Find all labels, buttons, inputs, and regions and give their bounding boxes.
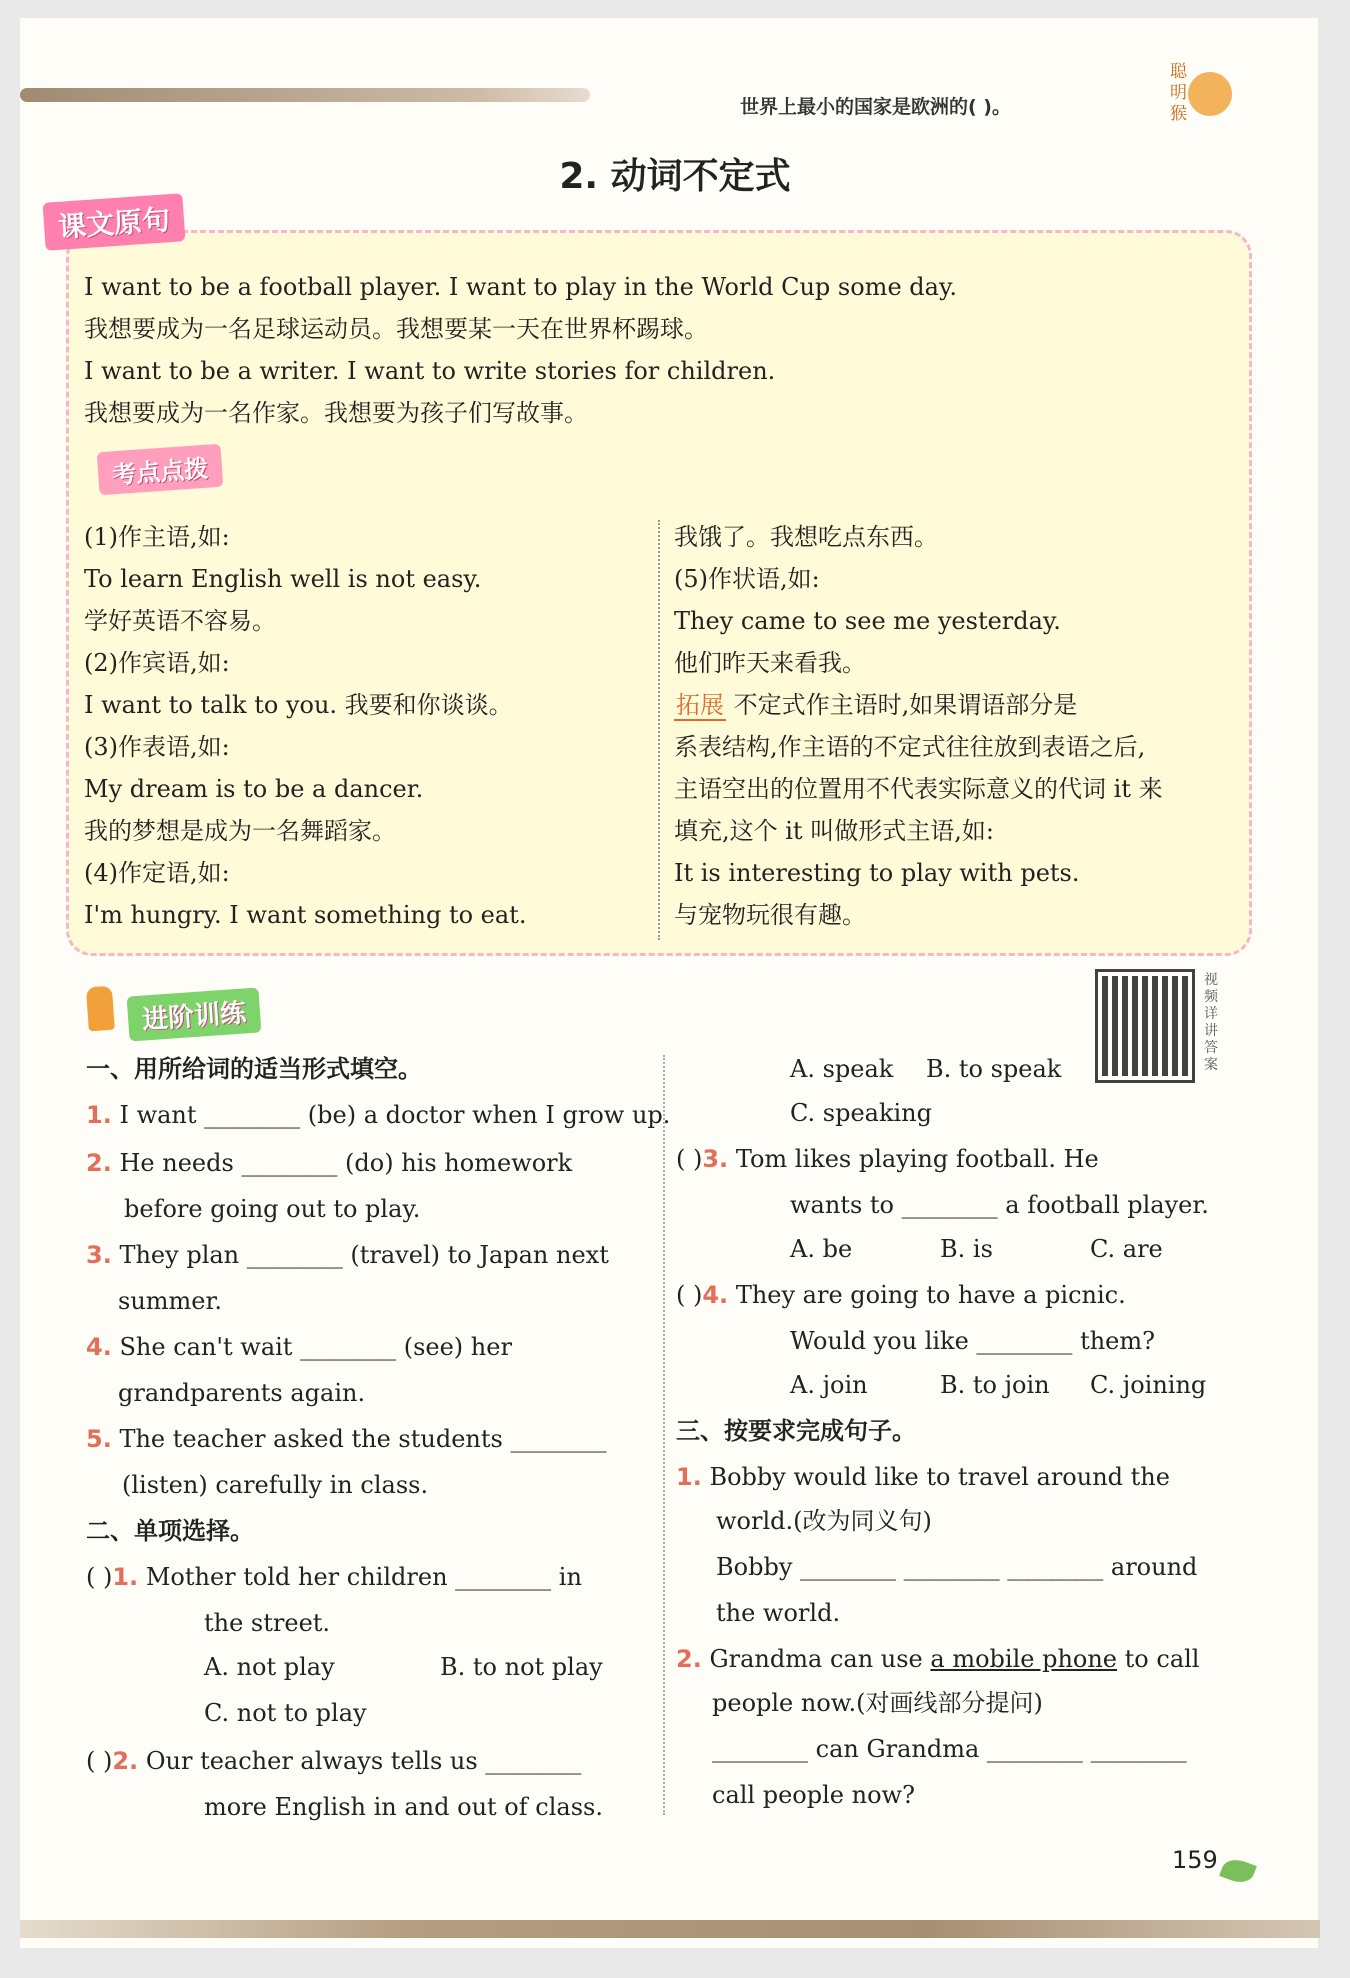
s2-q1-cont: the street. xyxy=(204,1609,331,1637)
s2-q3-option-c: C. are xyxy=(1090,1235,1163,1263)
s2-q1-option-c: C. not to play xyxy=(204,1699,367,1727)
s2-q4-option-b: B. to join xyxy=(940,1371,1050,1399)
s2-q4-cont: Would you like ________ them? xyxy=(790,1327,1155,1355)
s1-item-2-cont: before going out to play. xyxy=(124,1195,421,1223)
point-left-4: (2)作宾语,如: xyxy=(84,649,230,677)
s1-item-5: 5. The teacher asked the students ________ xyxy=(86,1425,607,1453)
extension-line-5: It is interesting to play with pets. xyxy=(674,859,1080,887)
s2-q3-cont: wants to ________ a football player. xyxy=(790,1191,1209,1219)
s2-q2: ( )2. Our teacher always tells us ________ xyxy=(86,1747,582,1775)
extension-line-4: 填充,这个 it 叫做形式主语,如: xyxy=(674,817,994,845)
s1-item-3-cont: summer. xyxy=(118,1287,222,1315)
point-right-3: They came to see me yesterday. xyxy=(674,607,1061,635)
section1-heading: 一、用所给词的适当形式填空。 xyxy=(86,1055,422,1083)
s3-q2-answer-cont: call people now? xyxy=(712,1781,915,1809)
s2-q2-cont: more English in and out of class. xyxy=(204,1793,603,1821)
footer-bar xyxy=(20,1920,1320,1938)
point-left-10: I'm hungry. I want something to eat. xyxy=(84,901,527,929)
s3-q2-answer[interactable]: ________ can Grandma ________ ________ xyxy=(712,1735,1187,1763)
underlined-phrase: a mobile phone xyxy=(930,1645,1118,1673)
s3-q1: 1. Bobby would like to travel around the xyxy=(676,1463,1170,1491)
s2-q4-option-c: C. joining xyxy=(1090,1371,1207,1399)
tag-points: 考点点拨 xyxy=(97,444,224,496)
s2-q3-option-a: A. be xyxy=(790,1235,853,1263)
extension-line-3: 主语空出的位置用不代表实际意义的代词 it 来 xyxy=(674,775,1163,803)
exercise-column-divider xyxy=(663,1055,665,1815)
s3-q1-answer[interactable]: Bobby ________ ________ ________ around xyxy=(716,1553,1198,1581)
original-line-3: I want to be a writer. I want to write stories for children. xyxy=(84,357,776,385)
s2-q1-option-a: A. not play xyxy=(204,1653,335,1681)
s1-item-4-cont: grandparents again. xyxy=(118,1379,366,1407)
qr-label: 视频详讲答案 xyxy=(1204,972,1218,1073)
extension-line-2: 系表结构,作主语的不定式往往放到表语之后, xyxy=(674,733,1146,761)
s2-q4-option-a: A. join xyxy=(790,1371,868,1399)
point-left-5: I want to talk to you. 我要和你谈谈。 xyxy=(84,691,513,719)
s2-q1-option-b: B. to not play xyxy=(440,1653,603,1681)
tag-original: 课文原句 xyxy=(42,193,185,251)
point-left-6: (3)作表语,如: xyxy=(84,733,230,761)
s1-item-3: 3. They plan ________ (travel) to Japan next xyxy=(86,1241,609,1269)
s2-q2-option-c: C. speaking xyxy=(790,1099,932,1127)
s2-q1: ( )1. Mother told her children ________ in xyxy=(86,1563,582,1591)
original-line-4: 我想要成为一名作家。我想要为孩子们写故事。 xyxy=(84,399,588,427)
extension-line-1: 拓展 不定式作主语时,如果谓语部分是 xyxy=(676,691,1078,719)
page-title: 2. 动词不定式 xyxy=(559,156,791,197)
section2-heading: 二、单项选择。 xyxy=(86,1517,254,1545)
point-left-3: 学好英语不容易。 xyxy=(84,607,276,635)
s3-q2-cont: people now.(对画线部分提问) xyxy=(712,1689,1043,1717)
tag-training: 进阶训练 xyxy=(127,987,262,1041)
s1-item-2: 2. He needs ________ (do) his homework xyxy=(86,1149,573,1177)
s2-q2-option-b: B. to speak xyxy=(926,1055,1062,1083)
s2-q4: ( )4. They are going to have a picnic. xyxy=(676,1281,1126,1309)
point-left-7: My dream is to be a dancer. xyxy=(84,775,424,803)
original-line-1: I want to be a football player. I want to play in the World Cup some day. xyxy=(84,273,957,301)
extension-label: 拓展 xyxy=(676,691,724,719)
s1-item-5-cont: (listen) carefully in class. xyxy=(122,1471,429,1499)
point-left-1: (1)作主语,如: xyxy=(84,523,230,551)
s2-q3-option-b: B. is xyxy=(940,1235,993,1263)
section3-heading: 三、按要求完成句子。 xyxy=(676,1417,916,1445)
s2-q3: ( )3. Tom likes playing football. He xyxy=(676,1145,1099,1173)
s1-item-1: 1. I want ________ (be) a doctor when I grow up. xyxy=(86,1101,671,1129)
page-number: 159 xyxy=(1172,1846,1218,1874)
point-right-4: 他们昨天来看我。 xyxy=(674,649,866,677)
s3-q1-answer-cont: the world. xyxy=(716,1599,841,1627)
s2-q2-option-a: A. speak xyxy=(790,1055,894,1083)
point-left-8: 我的梦想是成为一名舞蹈家。 xyxy=(84,817,396,845)
mascot-label: 聪明猴 xyxy=(1170,62,1187,124)
point-right-2: (5)作状语,如: xyxy=(674,565,820,593)
point-right-1: 我饿了。我想吃点东西。 xyxy=(674,523,938,551)
s3-q1-cont: world.(改为同义句) xyxy=(716,1507,932,1535)
s3-q2: 2. Grandma can use a mobile phone to call xyxy=(676,1645,1200,1673)
trivia-question: 世界上最小的国家是欧洲的( )。 xyxy=(740,96,1011,118)
column-divider xyxy=(658,520,660,940)
header-bar xyxy=(20,88,590,102)
s1-item-4: 4. She can't wait ________ (see) her xyxy=(86,1333,512,1361)
point-left-9: (4)作定语,如: xyxy=(84,859,230,887)
mascot-monkey-icon xyxy=(1170,62,1240,132)
original-line-2: 我想要成为一名足球运动员。我想要某一天在世界杯踢球。 xyxy=(84,315,708,343)
extension-line-6: 与宠物玩很有趣。 xyxy=(674,901,866,929)
qr-code-icon[interactable] xyxy=(1098,972,1192,1080)
point-left-2: To learn English well is not easy. xyxy=(84,565,482,593)
